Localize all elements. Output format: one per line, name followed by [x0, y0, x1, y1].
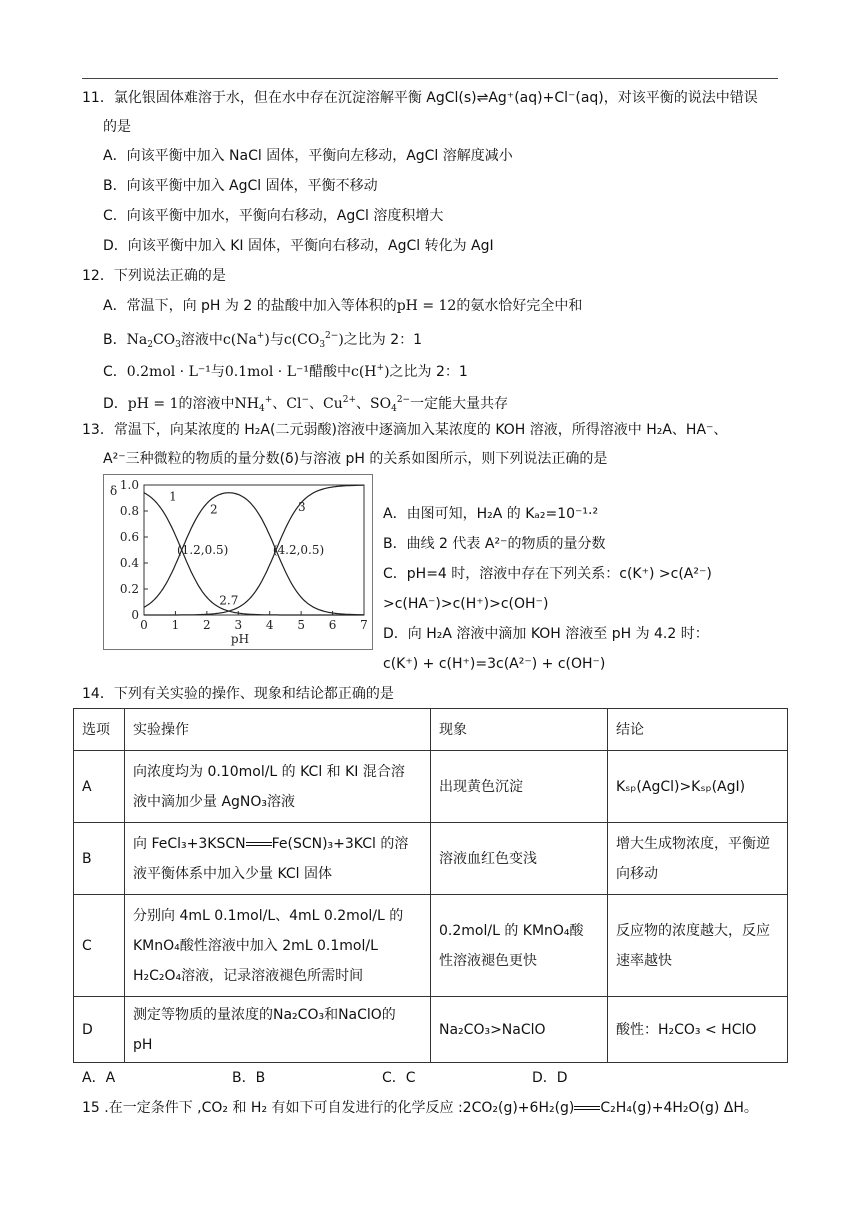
- row-conclusion: 增大生成物浓度，平衡逆 向移动: [608, 823, 788, 895]
- row-conclusion: 酸性：H₂CO₃ < HClO: [608, 997, 788, 1063]
- x-tick-label: 5: [297, 618, 305, 632]
- q12-option-b: B．$Na_2CO_3$溶液中c(Na+)与$c(CO_3^{2-})$之比为 2：1: [103, 331, 423, 350]
- header-rule: [82, 78, 778, 79]
- series-3-label: 3: [298, 500, 306, 514]
- q11-stem-cont: 的是: [103, 119, 131, 135]
- row-phenomenon: Na₂CO₃>NaClO: [431, 997, 608, 1063]
- q11-option-a: A．向该平衡中加入 NaCl 固体，平衡向左移动，AgCl 溶解度减小: [103, 148, 513, 164]
- x-tick-label: 4: [265, 618, 274, 632]
- distribution-chart: [103, 474, 373, 650]
- x-tick-label: 6: [328, 618, 337, 632]
- answer-d: D．D: [532, 1070, 568, 1086]
- experiment-table: [73, 708, 788, 1063]
- q13-option-d: D．向 H₂A 溶液中滴加 KOH 溶液至 pH 为 4.2 时：: [383, 626, 709, 642]
- annotation-point-2: (4.2,0.5): [272, 543, 325, 557]
- q13-option-a: A．由图可知，H₂A 的 Kₐ₂=10⁻¹·²: [383, 506, 599, 522]
- chart-svg: [104, 475, 372, 649]
- q12-stem: 12．下列说法正确的是: [82, 268, 226, 284]
- answer-c: C．C: [382, 1070, 416, 1086]
- q12-option-a: A．常温下，向 pH 为 2 的盐酸中加入等体积的pH = 12的氨水恰好完全中和: [103, 298, 583, 314]
- row-phenomenon: 出现黄色沉淀: [431, 751, 608, 823]
- answer-b: B．B: [232, 1070, 266, 1086]
- q13-stem-cont: A²⁻三种微粒的物质的量分数(δ)与溶液 pH 的关系如图所示，则下列说法正确的是: [103, 451, 608, 467]
- q11-option-d: D．向该平衡中加入 KI 固体，平衡向右移动，AgCl 转化为 AgI: [103, 238, 494, 254]
- table-row: [74, 823, 788, 895]
- q13-option-d-cont: c(K⁺) + c(H⁺)=3c(A²⁻) + c(OH⁻): [383, 656, 606, 672]
- annotation-point-1: (1.2,0.5): [177, 543, 229, 557]
- table-row: [74, 997, 788, 1063]
- row-operation: 测定等物质的量浓度的Na₂CO₃和NaClO的 pH: [125, 997, 431, 1063]
- q13-option-b: B．曲线 2 代表 A²⁻的物质的量分数: [383, 536, 606, 552]
- row-conclusion: 反应物的浓度越大，反应 速率越快: [608, 895, 788, 997]
- q13-option-c: C．pH=4 时，溶液中存在下列关系：c(K⁺) >c(A²⁻): [383, 566, 712, 582]
- table-header-row: [74, 709, 788, 751]
- table-row: [74, 895, 788, 997]
- x-tick-label: 0: [140, 618, 148, 632]
- y-tick-label: 0.4: [119, 556, 139, 570]
- row-operation: 向浓度均为 0.10mol/L 的 KCl 和 KI 混合溶 液中滴加少量 AgNO₃溶液: [125, 751, 431, 823]
- series-1-label: 1: [169, 489, 177, 504]
- q12-option-d: D．pH = 1的溶液中$NH_4^+$、Cl−、$Cu^{2+}$、$SO_4^{2-}$一定能大量共存: [103, 395, 509, 414]
- q11-stem: 11．氯化银固体难溶于水，但在水中存在沉淀溶解平衡 AgCl(s)⇌Ag⁺(aq)+Cl⁻(aq)，对该平衡的说法中错误: [82, 90, 758, 106]
- header-conclusion: 结论: [608, 709, 788, 751]
- q11-option-b: B．向该平衡中加入 AgCl 固体，平衡不移动: [103, 178, 378, 194]
- x-tick-label: 7: [360, 618, 368, 632]
- row-option: D: [74, 997, 125, 1063]
- answer-a: A．A: [82, 1070, 116, 1086]
- q12-option-c: C．0.2mol · L⁻¹与0.1mol · L⁻¹醋酸中c(H+)之比为 2：1: [103, 363, 468, 380]
- y-axis-label: δ: [110, 484, 118, 498]
- x-axis-label: pH: [230, 632, 250, 646]
- y-tick-label: 0: [131, 608, 139, 622]
- x-tick-label: 2: [203, 618, 211, 632]
- q15-stem: 15 .在一定条件下 ,CO₂ 和 H₂ 有如下可自发进行的化学反应 :2CO₂(g)+6H₂(g) C₂H₄(g)+4H₂O(g) ΔH。: [82, 1100, 758, 1116]
- row-conclusion: Kₛₚ(AgCl)>Kₛₚ(AgI): [608, 751, 788, 823]
- row-option: A: [74, 751, 125, 823]
- header-operation: 实验操作: [125, 709, 431, 751]
- header-phenomenon: 现象: [431, 709, 608, 751]
- equilibrium-arrow-icon: [246, 839, 272, 849]
- row-phenomenon: 溶液血红色变浅: [431, 823, 608, 895]
- row-phenomenon: 0.2mol/L 的 KMnO₄酸 性溶液褪色更快: [431, 895, 608, 997]
- series-2-label: 2: [210, 502, 218, 517]
- q13-stem: 13．常温下，向某浓度的 H₂A(二元弱酸)溶液中逐滴加入某浓度的 KOH 溶液，所得溶液中 H₂A、HA⁻、: [82, 422, 728, 438]
- x-tick-label: 1: [171, 618, 180, 632]
- header-option: 选项: [74, 709, 125, 751]
- y-tick-label: 1.0: [119, 478, 139, 492]
- y-tick-label: 0.2: [119, 582, 139, 596]
- q14-stem: 14．下列有关实验的操作、现象和结论都正确的是: [82, 686, 394, 702]
- q13-option-c-cont: >c(HA⁻)>c(H⁺)>c(OH⁻): [383, 596, 549, 612]
- q11-option-c: C．向该平衡中加水，平衡向右移动，AgCl 溶度积增大: [103, 208, 444, 224]
- row-operation: 分别向 4mL 0.1mol/L、4mL 0.2mol/L 的 KMnO₄酸性溶液中加入 2mL 0.1mol/L H₂C₂O₄溶液，记录溶液褪色所需时间: [125, 895, 431, 997]
- row-operation: 向 FeCl₃+3KSCN Fe(SCN)₃+3KCl 的溶 液平衡体系中加入少量 KCl 固体: [125, 823, 431, 895]
- y-tick-label: 0.6: [119, 530, 139, 544]
- table-row: [74, 751, 788, 823]
- equilibrium-arrow-icon: [574, 1103, 600, 1113]
- annotation-point-3: 2.7: [219, 593, 239, 608]
- x-tick-label: 3: [234, 618, 243, 632]
- y-tick-label: 0.8: [119, 504, 139, 518]
- row-option: B: [74, 823, 125, 895]
- row-option: C: [74, 895, 125, 997]
